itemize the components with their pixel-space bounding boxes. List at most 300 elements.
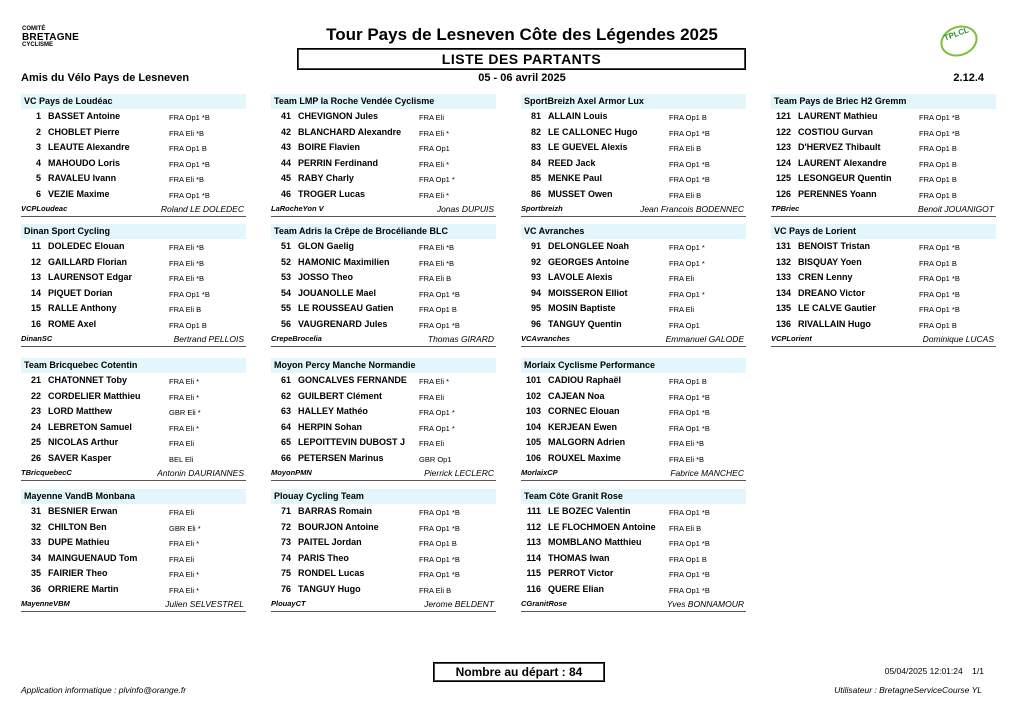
rider-row [21,582,246,598]
rider-row [271,435,496,451]
rider-category: FRA Op1 *B [669,392,710,402]
rider-row [521,156,746,172]
rider-row [771,239,996,255]
race-code: 2.12.4 [953,72,984,84]
rider-category: FRA Op1 *B [669,539,710,548]
team-short-code: CrepeBrocelia [271,334,322,343]
rider-name: BARRAS Romain [298,506,373,516]
rider-row [271,125,496,141]
rider-name: CHEVIGNON Jules [298,111,379,121]
rider-number: 14 [30,287,41,298]
team-director: Dominique LUCAS [922,334,994,344]
rider-category: FRA Op1 B [919,258,957,268]
rider-number: 72 [280,521,291,532]
team-short-code: MayenneVBM [21,599,70,608]
team-name: Team Pays de Briec H2 Gremm [771,94,996,109]
rider-category: FRA Eli * [169,377,200,386]
rider-row [271,451,496,467]
rider-name: PERROT Victor [548,568,614,578]
rider-name: HALLEY Mathéo [298,406,368,416]
rider-name: CHOBLET Pierre [48,126,120,137]
rider-row [21,535,246,551]
rider-number: 24 [30,421,41,432]
team-block [271,94,496,217]
rider-row [21,451,246,467]
rider-category: FRA Eli * [169,423,200,433]
rider-name: FAIRIER Theo [48,568,108,578]
rider-number: 42 [280,126,291,137]
rider-name: CADIOU Raphaël [548,375,622,385]
rider-row [271,270,496,286]
rider-name: CORNEC Elouan [548,406,620,416]
rider-number: 105 [525,437,541,447]
rider-number: 106 [525,452,541,463]
rider-number: 114 [526,552,541,563]
rider-row [21,125,246,141]
rider-name: D'HERVEZ Thibault [798,142,881,152]
rider-name: QUERE Elian [548,583,605,594]
rider-category: FRA Op1 B [669,113,707,122]
rider-number: 4 [35,157,41,168]
rider-row [271,109,496,125]
rider-row [271,140,496,156]
rider-name: LESONGEUR Quentin [798,173,892,183]
team-name: Team Côte Granit Rose [521,489,746,504]
rider-row [271,373,496,389]
team-name: VC Avranches [521,224,746,239]
rider-row [271,255,496,271]
rider-row [21,404,246,420]
rider-name: ROUXEL Maxime [548,452,621,463]
print-stamp [885,666,984,676]
team-director: Jonas DUPUIS [436,204,494,214]
start-count: Nombre au départ : 84 [433,662,605,682]
rider-number: 133 [775,272,791,282]
rider-number: 3 [35,142,41,152]
rider-category: FRA Eli B [669,144,702,153]
rider-category: FRA Eli B [169,305,202,314]
team-director: Roland LE DOLEDEC [160,204,244,214]
rider-number: 84 [530,157,541,168]
rider-category: FRA Eli B [419,274,452,283]
rider-number: 83 [530,142,541,152]
team-name: Dinan Sport Cycling [21,224,246,239]
team-short-code: MoyonPMN [271,468,312,477]
rider-name: MAHOUDO Loris [48,157,120,168]
team-name: Team LMP la Roche Vendée Cyclisme [271,94,496,109]
rider-name: CAJEAN Noa [548,390,605,401]
rider-row [521,187,746,203]
rider-number: 132 [775,256,791,267]
rider-number: 136 [775,318,791,329]
rider-name: PETERSEN Marinus [298,452,384,463]
team-director: Antonin DAURIANNES [157,468,244,478]
team-short-code: PlouayCT [271,599,306,608]
rider-number: 22 [30,390,41,401]
rider-category: FRA Op1 *B [419,508,460,517]
team-footer [771,203,996,217]
rider-row [271,187,496,203]
rider-category: FRA Op1 *B [169,113,210,122]
rider-category: FRA Op1 [669,320,700,330]
rider-number: 26 [30,452,41,463]
rider-row [521,140,746,156]
rider-row [521,566,746,582]
rider-number: 126 [775,188,791,199]
team-short-code: Sportbreizh [521,204,563,213]
rider-row [271,551,496,567]
rider-row [521,551,746,567]
rider-category: FRA Op1 * [669,258,705,268]
rider-row [771,270,996,286]
race-dates: 05 - 06 avril 2025 [478,72,566,84]
rider-row [21,140,246,156]
rider-number: 93 [530,272,541,282]
rider-number: 54 [280,287,291,298]
rider-name: MAINGUENAUD Tom [48,552,138,563]
rider-number: 45 [280,173,291,183]
rider-number: 6 [35,188,41,199]
rider-row [771,255,996,271]
team-block [271,224,496,347]
rider-name: PARIS Theo [298,552,349,563]
rider-name: LEPOITTEVIN DUBOST J [298,437,406,447]
team-block [521,489,746,612]
rider-row [521,520,746,536]
team-short-code: VCPLoudeac [21,204,68,213]
rider-name: PIQUET Dorian [48,287,113,298]
rider-number: 61 [280,375,291,385]
rider-name: BISQUAY Yoen [798,256,862,267]
rider-name: GUILBERT Clément [298,390,383,401]
rider-row [521,389,746,405]
rider-number: 115 [526,568,541,578]
rider-category: FRA Op1 *B [919,128,960,138]
rider-category: FRA Op1 *B [669,585,710,595]
team-footer [271,203,496,217]
rider-number: 94 [530,287,541,298]
rider-row [271,171,496,187]
team-block [271,358,496,481]
logo-line-1: COMITÉ [22,26,46,32]
rider-name: VAUGRENARD Jules [298,318,388,329]
team-director: Yves BONNAMOUR [666,599,744,609]
team-block [21,224,246,347]
rider-category: FRA Eli * [419,377,450,386]
rider-row [521,317,746,333]
rider-number: 31 [30,506,41,516]
rider-row [271,504,496,520]
rider-category: FRA Op1 B [419,305,457,314]
rider-row [21,551,246,567]
rider-name: LE ROUSSEAU Gatien [298,303,394,313]
rider-category: FRA Op1 B [419,539,457,548]
user-credit: Utilisateur : BretagneServiceCourse YL [834,685,982,695]
team-footer [21,467,246,481]
rider-category: FRA Eli B [419,585,452,595]
rider-name: COSTIOU Gurvan [798,126,874,137]
rider-category: FRA Op1 *B [669,408,710,417]
team-short-code: VCAvranches [521,334,570,343]
rider-category: FRA Eli *B [169,258,205,268]
rider-category: FRA Op1 *B [919,274,960,283]
team-director: Jean Francois BODENNEC [640,204,744,214]
team-footer [271,333,496,347]
rider-name: LAURENT Alexandre [798,157,887,168]
app-credit: Application informatique : plvinfo@orange.fr [21,685,187,695]
rider-row [771,286,996,302]
rider-name: TROGER Lucas [298,188,366,199]
rider-name: ORRIERE Martin [48,583,119,594]
rider-row [771,140,996,156]
rider-row [521,420,746,436]
rider-number: 62 [280,390,291,401]
rider-row [521,286,746,302]
rider-name: LE FLOCHMOEN Antoine [548,521,656,532]
rider-number: 81 [530,111,541,121]
rider-number: 112 [526,521,541,532]
rider-number: 82 [530,126,541,137]
rider-row [771,317,996,333]
rider-number: 122 [775,126,791,137]
rider-number: 51 [280,241,291,251]
team-footer [521,333,746,347]
team-name: VC Pays de Lorient [771,224,996,239]
team-director: Emmanuel GALODE [665,334,744,344]
rider-number: 104 [525,421,541,432]
rider-number: 103 [525,406,541,416]
rider-category: FRA Op1 *B [419,320,460,330]
rider-number: 16 [30,318,41,329]
rider-category: FRA Op1 B [669,554,707,564]
rider-category: GBR Op1 [419,454,452,464]
rider-category: FRA Op1 *B [919,243,960,252]
rider-name: PERRIN Ferdinand [298,157,379,168]
rider-number: 11 [31,241,41,251]
list-subtitle: LISTE DES PARTANTS [297,48,746,70]
team-block [271,489,496,612]
rider-name: BLANCHARD Alexandre [298,126,402,137]
rider-number: 1 [35,111,41,121]
rider-name: JOUANOLLE Mael [298,287,377,298]
rider-name: RIVALLAIN Hugo [798,318,871,329]
rider-row [271,404,496,420]
rider-category: FRA Eli [169,554,195,564]
rider-name: CORDELIER Matthieu [48,390,141,401]
rider-category: FRA Op1 * [419,175,455,184]
team-director: Julien SELVESTREL [165,599,244,609]
rider-category: FRA Op1 *B [419,523,460,533]
rider-category: FRA Eli *B [169,274,205,283]
rider-number: 76 [280,583,291,594]
rider-name: GEORGES Antoine [548,256,630,267]
team-footer [521,467,746,481]
rider-row [771,187,996,203]
team-director: Bertrand PELLOIS [173,334,244,344]
rider-number: 15 [30,303,41,313]
rider-name: RAVALEU Ivann [48,173,117,183]
rider-name: DOLEDEC Elouan [48,241,125,251]
rider-number: 23 [30,406,41,416]
rider-category: FRA Eli [669,274,695,283]
rider-category: FRA Op1 * [419,423,455,433]
team-name: Team Adris la Crêpe de Brocéliande BLC [271,224,496,239]
rider-category: FRA Eli * [419,128,450,138]
rider-name: LE CALLONEC Hugo [548,126,638,137]
team-footer [271,467,496,481]
rider-category: FRA Eli *B [169,128,205,138]
rider-category: FRA Op1 *B [669,570,710,579]
rider-name: ROME Axel [48,318,97,329]
rider-number: 135 [775,303,791,313]
rider-category: FRA Op1 B [169,144,207,153]
rider-category: FRA Eli [169,439,195,448]
rider-name: HERPIN Sohan [298,421,363,432]
team-director: Fabrice MANCHEC [670,468,744,478]
rider-name: ALLAIN Louis [548,111,608,121]
rider-row [21,239,246,255]
rider-number: 123 [775,142,791,152]
rider-category: FRA Op1 *B [669,128,710,138]
team-short-code: LaRocheYon V [271,204,324,213]
rider-category: FRA Op1 [419,144,450,153]
rider-name: MUSSET Owen [548,188,613,199]
rider-name: NICOLAS Arthur [48,437,119,447]
rider-number: 75 [280,568,291,578]
rider-number: 116 [526,583,541,594]
rider-name: RALLE Anthony [48,303,117,313]
rider-row [521,109,746,125]
rider-category: FRA Eli *B [419,258,455,268]
rider-name: REED Jack [548,157,596,168]
team-short-code: TPBriec [771,204,800,213]
rider-category: FRA Op1 B [919,159,957,169]
rider-number: 34 [30,552,41,563]
rider-row [21,156,246,172]
team-short-code: TBricquebecC [21,468,72,477]
team-name: Moyon Percy Manche Normandie [271,358,496,373]
rider-category: FRA Eli *B [669,439,705,448]
rider-category: FRA Eli B [669,523,702,533]
rider-number: 111 [526,506,541,516]
organizer: Amis du Vélo Pays de Lesneven [21,72,190,84]
rider-name: JOSSO Theo [298,272,354,282]
rider-category: BEL Eli [169,454,194,464]
rider-row [21,520,246,536]
rider-category: FRA Op1 *B [169,190,210,200]
rider-number: 73 [280,537,291,547]
rider-number: 44 [280,157,291,168]
team-footer [771,333,996,347]
rider-name: RABY Charly [298,173,354,183]
rider-name: MENKE Paul [548,173,603,183]
rider-row [271,520,496,536]
rider-row [771,301,996,317]
rider-name: PERENNES Yoann [798,188,877,199]
rider-category: FRA Eli * [169,392,200,402]
rider-name: LAVOLE Alexis [548,272,613,282]
rider-row [271,420,496,436]
logo-line-3: CYCLISME [22,42,54,48]
rider-number: 36 [30,583,41,594]
rider-number: 65 [280,437,291,447]
rider-number: 5 [35,173,41,183]
rider-name: CHILTON Ben [48,521,107,532]
rider-row [521,255,746,271]
rider-category: FRA Eli * [169,585,200,595]
rider-number: 113 [526,537,541,547]
rider-number: 102 [525,390,541,401]
rider-name: LAURENT Mathieu [798,111,878,121]
rider-category: FRA Eli B [669,190,702,200]
rider-category: FRA Op1 *B [669,423,710,433]
rider-category: FRA Op1 B [919,190,957,200]
rider-number: 95 [530,303,541,313]
team-block [521,94,746,217]
rider-row [521,301,746,317]
team-short-code: DinanSC [21,334,53,343]
rider-category: FRA Eli [419,113,445,122]
rider-row [21,255,246,271]
rider-number: 41 [280,111,291,121]
rider-category: FRA Op1 *B [919,289,960,299]
rider-number: 43 [280,142,291,152]
rider-row [771,125,996,141]
rider-name: HAMONIC Maximilien [298,256,390,267]
rider-number: 121 [775,111,791,121]
rider-category: FRA Eli *B [169,243,205,252]
rider-category: FRA Op1 *B [919,113,960,122]
rider-number: 96 [530,318,541,329]
rider-name: TANGUY Quentin [548,318,622,329]
rider-row [21,109,246,125]
team-footer [521,598,746,612]
rider-name: THOMAS Iwan [548,552,610,563]
rider-number: 2 [35,126,41,137]
team-short-code: CGranitRose [521,599,567,608]
rider-category: FRA Eli *B [419,243,455,252]
team-footer [21,203,246,217]
rider-row [521,535,746,551]
team-name: VC Pays de Loudéac [21,94,246,109]
rider-row [21,171,246,187]
rider-category: FRA Eli [669,305,695,314]
rider-row [271,566,496,582]
rider-category: FRA Op1 * [669,289,705,299]
rider-category: FRA Op1 B [919,320,957,330]
rider-row [271,301,496,317]
rider-row [21,373,246,389]
rider-category: FRA Op1 B [919,144,957,153]
rider-number: 32 [30,521,41,532]
rider-row [21,420,246,436]
rider-number: 53 [280,272,291,282]
rider-name: BESNIER Erwan [48,506,118,516]
rider-category: FRA Op1 B [919,175,957,184]
rider-row [271,239,496,255]
rider-category: FRA Op1 *B [419,570,460,579]
rider-category: FRA Op1 *B [169,289,210,299]
rider-row [771,171,996,187]
rider-row [21,435,246,451]
rider-row [21,504,246,520]
rider-number: 92 [530,256,541,267]
rider-row [521,125,746,141]
team-short-code: VCPLorient [771,334,812,343]
rider-category: FRA Eli * [169,539,200,548]
rider-number: 64 [280,421,291,432]
rider-category: FRA Op1 *B [919,305,960,314]
